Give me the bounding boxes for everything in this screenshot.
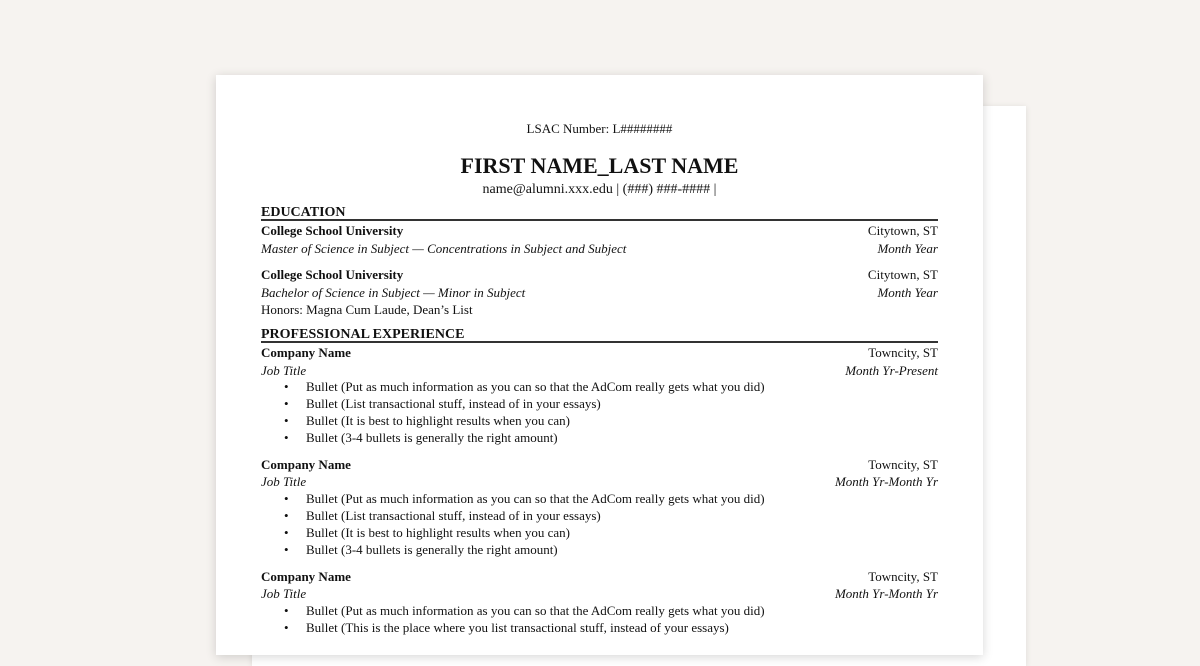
school-name: College School University [261, 267, 404, 282]
bullet-glyph: • [284, 396, 289, 411]
bullet-text: Bullet (Put as much information as you can so that the AdCom really gets what you did) [306, 379, 765, 394]
job-title: Job Title [261, 363, 307, 378]
bullet-item [284, 543, 558, 556]
school-location: Citytown, ST [867, 223, 938, 238]
company-location: Towncity, ST [868, 457, 938, 472]
bullet-glyph: • [284, 620, 289, 635]
bullet-text: Bullet (List transactional stuff, instead of in your essays) [306, 396, 601, 411]
degree-date: Month Year [877, 285, 938, 300]
candidate-name: FIRST NAME_LAST NAME [460, 153, 739, 178]
bullet-glyph: • [284, 542, 289, 557]
school-name: College School University [261, 223, 404, 238]
bullet-item [284, 380, 765, 393]
experience-rule [261, 341, 938, 343]
job-title: Job Title [261, 586, 307, 601]
resume-page [216, 75, 983, 655]
job-dates: Month Yr-Present [845, 363, 938, 378]
bullet-glyph: • [284, 603, 289, 618]
bullet-text: Bullet (List transactional stuff, instead of in your essays) [306, 508, 601, 523]
bullet-item [284, 397, 601, 410]
company-location: Towncity, ST [868, 345, 938, 360]
bullet-glyph: • [284, 430, 289, 445]
bullet-text: Bullet (3-4 bullets is generally the right amount) [306, 430, 558, 445]
company-name: Company Name [261, 569, 351, 584]
bullet-item [284, 526, 570, 539]
bullet-text: Bullet (Put as much information as you can so that the AdCom really gets what you did) [306, 603, 765, 618]
bullet-glyph: • [284, 491, 289, 506]
bullet-glyph: • [284, 413, 289, 428]
bullet-text: Bullet (It is best to highlight results when you can) [306, 525, 570, 540]
company-name: Company Name [261, 345, 351, 360]
bullet-item [284, 509, 601, 522]
bullet-item [284, 604, 765, 617]
bullet-item [284, 414, 570, 427]
lsac-number: LSAC Number: L######## [526, 121, 673, 136]
company-name: Company Name [261, 457, 351, 472]
contact-line: name@alumni.xxx.edu | (###) ###-#### | [482, 182, 717, 197]
degree-date: Month Year [877, 241, 938, 256]
bullet-text: Bullet (Put as much information as you can so that the AdCom really gets what you did) [306, 491, 765, 506]
bullet-glyph: • [284, 525, 289, 540]
degree: Master of Science in Subject — Concentrations in Subject and Subject [261, 241, 627, 256]
bullet-item [284, 621, 729, 634]
school-location: Citytown, ST [867, 267, 938, 282]
bullet-item [284, 492, 765, 505]
bullet-glyph: • [284, 379, 289, 394]
experience-heading: PROFESSIONAL EXPERIENCE [261, 327, 465, 342]
education-heading: EDUCATION [261, 205, 346, 220]
job-title: Job Title [261, 474, 307, 489]
degree: Bachelor of Science in Subject — Minor in Subject [261, 285, 526, 300]
job-dates: Month Yr-Month Yr [834, 474, 938, 489]
bullet-glyph: • [284, 508, 289, 523]
bullet-text: Bullet (3-4 bullets is generally the right amount) [306, 542, 558, 557]
job-dates: Month Yr-Month Yr [834, 586, 938, 601]
bullet-item [284, 431, 558, 444]
honors: Honors: Magna Cum Laude, Dean’s List [261, 302, 473, 317]
bullet-text: Bullet (This is the place where you list transactional stuff, instead of your essays) [306, 620, 729, 635]
company-location: Towncity, ST [868, 569, 938, 584]
bullet-text: Bullet (It is best to highlight results when you can) [306, 413, 570, 428]
education-rule [261, 219, 938, 221]
